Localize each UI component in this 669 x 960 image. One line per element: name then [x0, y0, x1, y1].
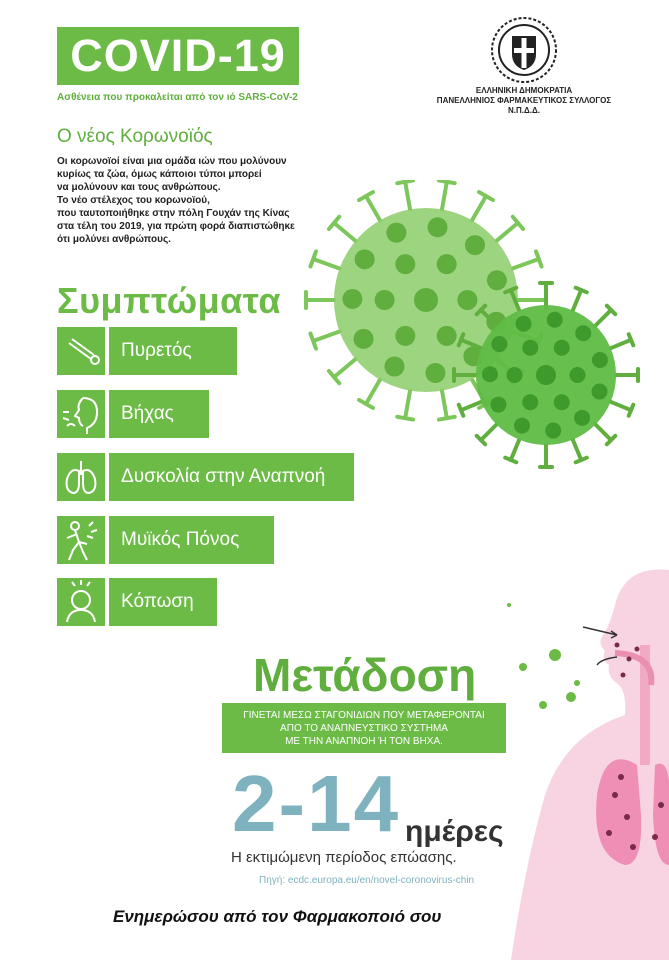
- symptom-muscle-pain: [57, 516, 274, 564]
- cough-icon: [57, 390, 105, 438]
- transmission-heading: Μετάδοση: [253, 649, 477, 701]
- respiratory-system-illustration: [505, 565, 669, 960]
- thermometer-icon: [57, 327, 105, 375]
- intro-line: στα τέλη του 2019, για πρώτη φορά διαπιστώθηκε: [57, 221, 295, 232]
- intro-line: Το νέο στέλεχος του κορωνοϊού,: [57, 195, 210, 206]
- incubation-caption: Η εκτιμώμενη περίοδος επώασης.: [231, 849, 457, 866]
- greek-coat-of-arms-icon: [490, 16, 558, 84]
- symptom-label: Κόπωση: [109, 578, 217, 626]
- symptom-breathing: [57, 453, 354, 501]
- incubation-range: 2-14: [232, 759, 401, 848]
- intro-heading: Ο νέος Κορωνοϊός: [57, 126, 213, 147]
- government-label: [424, 86, 624, 116]
- footer-note: Ενημερώσου από τον Φαρμακοποιό σου: [113, 907, 442, 926]
- transmission-info: [222, 703, 506, 753]
- symptom-cough: [57, 390, 209, 438]
- intro-text: [57, 155, 327, 246]
- symptom-label: Βήχας: [109, 390, 209, 438]
- transmission-line: ΓΙΝΕΤΑΙ ΜΕΣΩ ΣΤΑΓΟΝΙΔΙΩΝ ΠΟΥ ΜΕΤΑΦΕΡΟΝΤΑΙ: [243, 710, 485, 721]
- coronavirus-illustration: [298, 180, 643, 500]
- symptoms-heading: Συμπτώματα: [57, 280, 281, 321]
- page-subtitle: Ασθένεια που προκαλείται από τον ιό SARS-CoV-2: [57, 92, 298, 103]
- gov-line-2: ΠΑΝΕΛΛΗΝΙΟΣ ΦΑΡΜΑΚΕΥΤΙΚΟΣ ΣΥΛΛΟΓΟΣ: [436, 96, 612, 105]
- transmission-line: ΑΠΟ ΤΟ ΑΝΑΠΝΕΥΣΤΙΚΟ ΣΥΣΤΗΜΑ: [280, 723, 448, 734]
- gov-line-3: Ν.Π.Δ.Δ.: [508, 106, 540, 115]
- fatigue-icon: [57, 578, 105, 626]
- intro-line: να μολύνουν και τους ανθρώπους.: [57, 182, 221, 193]
- transmission-line: ΜΕ ΤΗΝ ΑΝΑΠΝΟΗ Ή ΤΟΝ ΒΗΧΑ.: [285, 736, 443, 747]
- intro-line: που ταυτοποιήθηκε στην πόλη Γουχάν της Κίνας: [57, 208, 290, 219]
- symptom-label: Μυϊκός Πόνος: [109, 516, 274, 564]
- incubation-unit: ημέρες: [405, 815, 504, 848]
- intro-line: Οι κορωνοϊοί είναι μια ομάδα ιών που μολύνουν: [57, 156, 287, 167]
- symptom-fatigue: [57, 578, 217, 626]
- page-title: COVID-19: [57, 27, 299, 85]
- symptom-label: Δυσκολία στην Αναπνοή: [109, 453, 354, 501]
- intro-line: κυρίως τα ζώα, όμως κάποιοι τύποι μπορεί: [57, 169, 262, 180]
- source-link: Πηγή: ecdc.europa.eu/en/novel-coronovirus-chin: [259, 875, 475, 886]
- muscle-pain-icon: [57, 516, 105, 564]
- gov-line-1: ΕΛΛΗΝΙΚΗ ΔΗΜΟΚΡΑΤΙΑ: [475, 86, 573, 95]
- symptom-label: Πυρετός: [109, 327, 237, 375]
- lungs-icon: [57, 453, 105, 501]
- intro-line: ότι μολύνει ανθρώπους.: [57, 234, 171, 245]
- symptom-fever: [57, 327, 237, 375]
